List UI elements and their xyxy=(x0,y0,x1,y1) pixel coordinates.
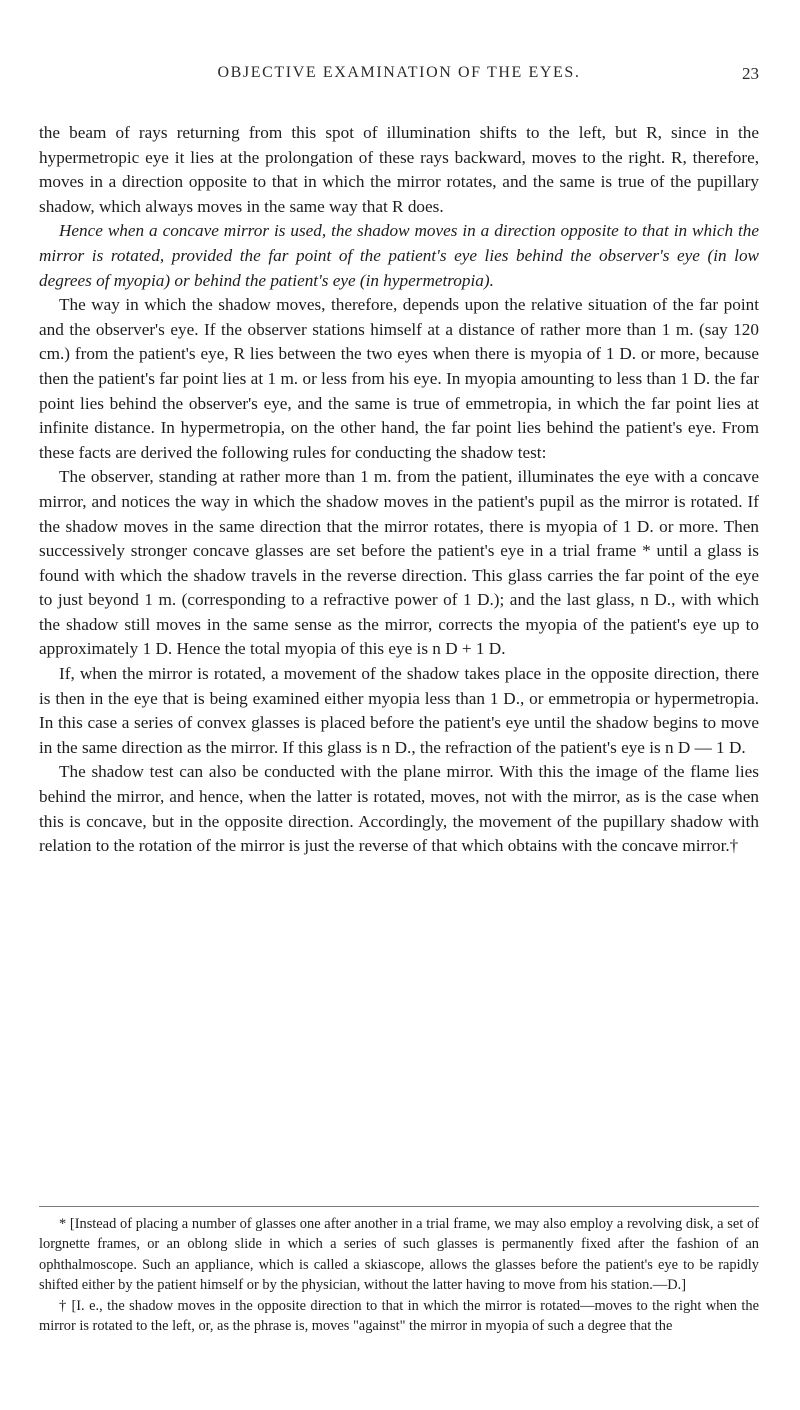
paragraph-continuation: the beam of rays returning from this spot of illumination shifts to the left, but R, since in the hypermetropic eye it lies at the prolongation of these rays backward, moves to the right. R, therefore, moves in a direction opposite to that in which the mirror rotates, and the same is true of the pupillary shadow, which always moves in the same way that R does. xyxy=(39,123,759,216)
paragraph-far-point: The way in which the shadow moves, therefore, depends upon the relative situation of the far point and the observer's eye. If the observer stations himself at a distance of rather more than 1 m. (say 120 cm.) from the patient's eye, R lies between the two eyes when there is myopia of 1 D. or more, because then the patient's far point lies at 1 m. or less from his eye. In myopia amounting to less than 1 D. the far point lies behind the observer's eye, and the same is true of emmetropia, in which the far point lies at infinite distance. In hypermetropia, on the other hand, the far point lies behind the patient's eye. From these facts are derived the following rules for conducting the shadow test: xyxy=(39,295,759,462)
main-text xyxy=(39,121,759,859)
footnote-shadow-against: † [I. e., the shadow moves in the opposite direction to that in which the mirror is rotated—moves to the right when the mirror is rotated to the left, or, as the phrase is, moves "against" the mirror in myopia of such a degree that the xyxy=(39,1297,759,1335)
footnote-skiascope: * [Instead of placing a number of glasses one after another in a trial frame, we may also employ a revolving disk, a set of lorgnette frames, or an oblong slide in which a series of such glasses is permanently fixed after the fashion of an ophthalmoscope. Such an appliance, which is called a skiascope, allows the glasses before the patient's eye to be rapidly shifted either by the patient himself or by the physician, without the latter having to move from his station.—D.] xyxy=(39,1216,759,1294)
running-title: OBJECTIVE EXAMINATION OF THE EYES. xyxy=(217,64,581,81)
page-number: 23 xyxy=(742,64,759,83)
footnote-divider xyxy=(39,1206,759,1207)
paragraph-concave-test: The observer, standing at rather more than 1 m. from the patient, illuminates the eye with a concave mirror, and notices the way in which the shadow moves in the patient's pupil as the mirror is rotated. If the shadow moves in the same direction that the mirror rotates, there is myopia of 1 D. or more. Then successively stronger concave glasses are set before the patient's eye in a trial frame * until a glass is found with which the shadow travels in the reverse direction. This glass carries the far point of the eye to just beyond 1 m. (corresponding to a refractive power of 1 D.); and the last glass, n D., with which the shadow still moves in the same sense as the mirror, corrects the myopia of the patient's eye up to approximately 1 D. Hence the total myopia of this eye is n D + 1 D. xyxy=(39,467,759,659)
page-header xyxy=(39,64,759,94)
paragraph-rule-statement: Hence when a concave mirror is used, the shadow moves in a direction opposite to that in which the mirror is rotated, provided the far point of the patient's eye lies behind the observer's eye (in low degrees of myopia) or behind the patient's eye (in hypermetropia). xyxy=(39,221,759,290)
footnotes xyxy=(39,1214,759,1336)
paragraph-opposite-movement: If, when the mirror is rotated, a movement of the shadow takes place in the opposite direction, there is then in the eye that is being examined either myopia less than 1 D., or emmetropia or hypermetropia. In this case a series of convex glasses is placed before the patient's eye until the shadow begins to move in the same direction as the mirror. If this glass is n D., the refraction of the patient's eye is n D — 1 D. xyxy=(39,664,759,757)
paragraph-plane-mirror: The shadow test can also be conducted with the plane mirror. With this the image of the flame lies behind the mirror, and hence, when the latter is rotated, moves, not with the mirror, as is the case when this is concave, but in the opposite direction. Accordingly, the movement of the pupillary shadow with relation to the rotation of the mirror is just the reverse of that which obtains with the concave mirror.† xyxy=(39,762,759,856)
